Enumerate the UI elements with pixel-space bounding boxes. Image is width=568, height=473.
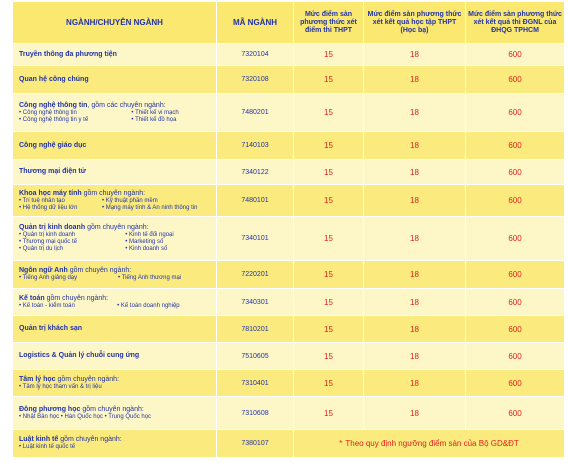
score-thpt: 15 [294, 316, 364, 343]
specialization-item: • Thương mại quốc tế [19, 239, 77, 245]
major-cell [13, 430, 217, 458]
major-title: Logistics & Quản lý chuỗi cung ứng [19, 352, 140, 359]
header-major: NGÀNH/CHUYÊN NGÀNH [13, 2, 217, 44]
specialization-item: • Marketing số [125, 239, 164, 245]
major-cell [13, 316, 217, 343]
score-thpt: 15 [294, 44, 364, 66]
major-code: 7310401 [217, 370, 294, 397]
major-title: Đông phương học [19, 405, 81, 413]
specialization-list [19, 110, 216, 124]
score-dgnl: 600 [466, 185, 565, 217]
major-title: Kế toán [19, 294, 45, 302]
table-row [13, 289, 565, 316]
score-thpt: 15 [294, 370, 364, 397]
major-title: Truyền thông đa phương tiện [19, 50, 117, 58]
score-hocba: 18 [364, 132, 466, 160]
major-code: 7510605 [217, 343, 294, 370]
score-thpt: 15 [294, 132, 364, 160]
table-row [13, 160, 565, 185]
specialization-item: • Kế toán doanh nghiệp [117, 302, 180, 309]
table-row [13, 217, 565, 261]
table-row [13, 66, 565, 94]
specialization-item: • Quản trị du lịch [19, 246, 64, 252]
score-dgnl: 600 [466, 261, 565, 289]
score-hocba: 18 [364, 370, 466, 397]
score-dgnl: 600 [466, 397, 565, 430]
score-dgnl: 600 [466, 66, 565, 94]
specialization-item: • Thiết kế đồ họa [131, 116, 177, 123]
specialization-item: • Nhật Bản học • Hàn Quốc học • Trung Quốc học [19, 413, 152, 420]
score-hocba: 18 [364, 94, 466, 132]
score-thpt: 15 [294, 185, 364, 217]
score-hocba: 18 [364, 160, 466, 185]
specialization-item: • Công nghệ thông tin [19, 109, 77, 116]
specialization-list [19, 414, 216, 421]
table-row [13, 44, 565, 66]
score-dgnl: 600 [466, 217, 565, 261]
major-cell [13, 289, 217, 316]
major-cell [13, 66, 217, 94]
admission-score-table [13, 2, 565, 458]
major-code: 7320108 [217, 66, 294, 94]
major-code: 7340122 [217, 160, 294, 185]
header-thpt: Mức điểm sàn phương thức xét điểm thi THPT [294, 2, 364, 44]
major-cell [13, 185, 217, 217]
score-dgnl: 600 [466, 94, 565, 132]
major-code: 7220201 [217, 261, 294, 289]
specialization-item: • Kế toán - kiểm toán [19, 302, 75, 309]
major-suffix: gồm chuyên ngành: [58, 436, 122, 443]
score-dgnl: 600 [466, 160, 565, 185]
specialization-list [19, 232, 216, 253]
major-code: 7480201 [217, 94, 294, 132]
score-thpt: 15 [294, 289, 364, 316]
score-hocba: 18 [364, 185, 466, 217]
specialization-item: • Kỹ thuật phần mềm [101, 197, 158, 204]
major-suffix: gồm chuyên ngành: [85, 224, 149, 231]
header-hocba: Mức điểm sàn phương thức xét kết quả học tập THPT (Học bạ) [364, 2, 466, 44]
specialization-item: • Kinh doanh số [125, 246, 168, 252]
score-thpt: 15 [294, 217, 364, 261]
major-cell [13, 261, 217, 289]
major-cell [13, 370, 217, 397]
table-row [13, 261, 565, 289]
specialization-item: • Quản trị kinh doanh [19, 232, 76, 238]
major-title: Quản trị khách sạn [19, 325, 83, 332]
header-dgnl: Mức điểm sàn phương thức xét kết quả thi ĐGNL của ĐHQG TPHCM [466, 2, 565, 44]
specialization-list [19, 303, 216, 310]
major-cell [13, 94, 217, 132]
header-code: MÃ NGÀNH [217, 2, 294, 44]
major-code: 7480101 [217, 185, 294, 217]
major-title: Khoa học máy tính [19, 189, 82, 197]
major-title: Quản trị kinh doanh [19, 224, 86, 231]
table-row [13, 132, 565, 160]
major-title: Tâm lý học [19, 375, 56, 383]
specialization-item: • Luật kinh tế quốc tế [19, 444, 76, 450]
score-hocba: 18 [364, 66, 466, 94]
specialization-list [19, 275, 216, 282]
score-dgnl: 600 [466, 316, 565, 343]
score-hocba: 18 [364, 316, 466, 343]
major-cell [13, 132, 217, 160]
table-header-row [13, 2, 565, 44]
specialization-item: • Hệ thống dữ liệu lớn [19, 204, 78, 211]
score-thpt: 15 [294, 160, 364, 185]
major-suffix: gồm chuyên ngành: [44, 294, 109, 302]
major-code: 7340101 [217, 217, 294, 261]
major-code: 7810201 [217, 316, 294, 343]
major-suffix: gồm chuyên ngành: [67, 267, 132, 274]
major-suffix: gồm chuyên ngành: [55, 375, 120, 383]
major-title: Công nghệ thông tin [19, 101, 88, 109]
major-suffix: gồm chuyên ngành: [80, 405, 144, 413]
major-title: Quan hệ công chúng [19, 75, 89, 83]
score-thpt: 15 [294, 66, 364, 94]
table-row [13, 370, 565, 397]
score-thpt: 15 [294, 397, 364, 430]
table-row [13, 185, 565, 217]
major-cell [13, 397, 217, 430]
major-title: Thương mại điện tử [19, 168, 86, 175]
score-dgnl: 600 [466, 289, 565, 316]
specialization-item: • Mạng máy tính & An ninh thông tin [101, 204, 198, 211]
major-cell [13, 217, 217, 261]
table-row [13, 430, 565, 458]
table-row [13, 397, 565, 430]
major-code: 7320104 [217, 44, 294, 66]
specialization-list [19, 444, 216, 451]
major-suffix: gồm chuyên ngành: [81, 189, 146, 197]
major-cell [13, 343, 217, 370]
score-dgnl: 600 [466, 44, 565, 66]
score-hocba: 18 [364, 261, 466, 289]
asterisk-icon: * [339, 439, 343, 448]
score-dgnl: 600 [466, 370, 565, 397]
table-row [13, 343, 565, 370]
score-dgnl: 600 [466, 132, 565, 160]
specialization-item: • Thiết kế vi mạch [131, 109, 179, 116]
specialization-list [19, 198, 216, 212]
major-suffix: , gồm các chuyên ngành: [87, 101, 166, 109]
specialization-item: • Tiếng Anh giảng dạy [19, 275, 78, 281]
specialization-item: • Tâm lý học tham vấn & trị liệu [19, 383, 102, 390]
score-hocba: 18 [364, 343, 466, 370]
specialization-item: • Tiếng Anh thương mại [118, 275, 182, 281]
footnote-cell [294, 430, 565, 458]
score-thpt: 15 [294, 94, 364, 132]
score-thpt: 15 [294, 343, 364, 370]
table-row [13, 94, 565, 132]
major-code: 7340301 [217, 289, 294, 316]
specialization-list [19, 384, 216, 391]
score-hocba: 18 [364, 289, 466, 316]
major-code: 7140103 [217, 132, 294, 160]
major-cell [13, 44, 217, 66]
score-hocba: 18 [364, 397, 466, 430]
specialization-item: • Kinh tế đối ngoại [125, 232, 174, 238]
major-title: Luật kinh tế [19, 436, 59, 443]
major-code: 7310608 [217, 397, 294, 430]
footnote-text: Theo quy định ngưỡng điểm sàn của Bộ GD&ĐT [345, 439, 519, 448]
specialization-item: • Công nghệ thông tin y tế [19, 116, 89, 123]
major-cell [13, 160, 217, 185]
table-row [13, 316, 565, 343]
major-title: Công nghệ giáo dục [19, 141, 87, 149]
score-thpt: 15 [294, 261, 364, 289]
major-code: 7380107 [217, 430, 294, 458]
score-hocba: 18 [364, 217, 466, 261]
specialization-item: • Trí tuệ nhân tạo [19, 197, 65, 204]
score-dgnl: 600 [466, 343, 565, 370]
score-hocba: 18 [364, 44, 466, 66]
major-title: Ngôn ngữ Anh [19, 267, 68, 274]
